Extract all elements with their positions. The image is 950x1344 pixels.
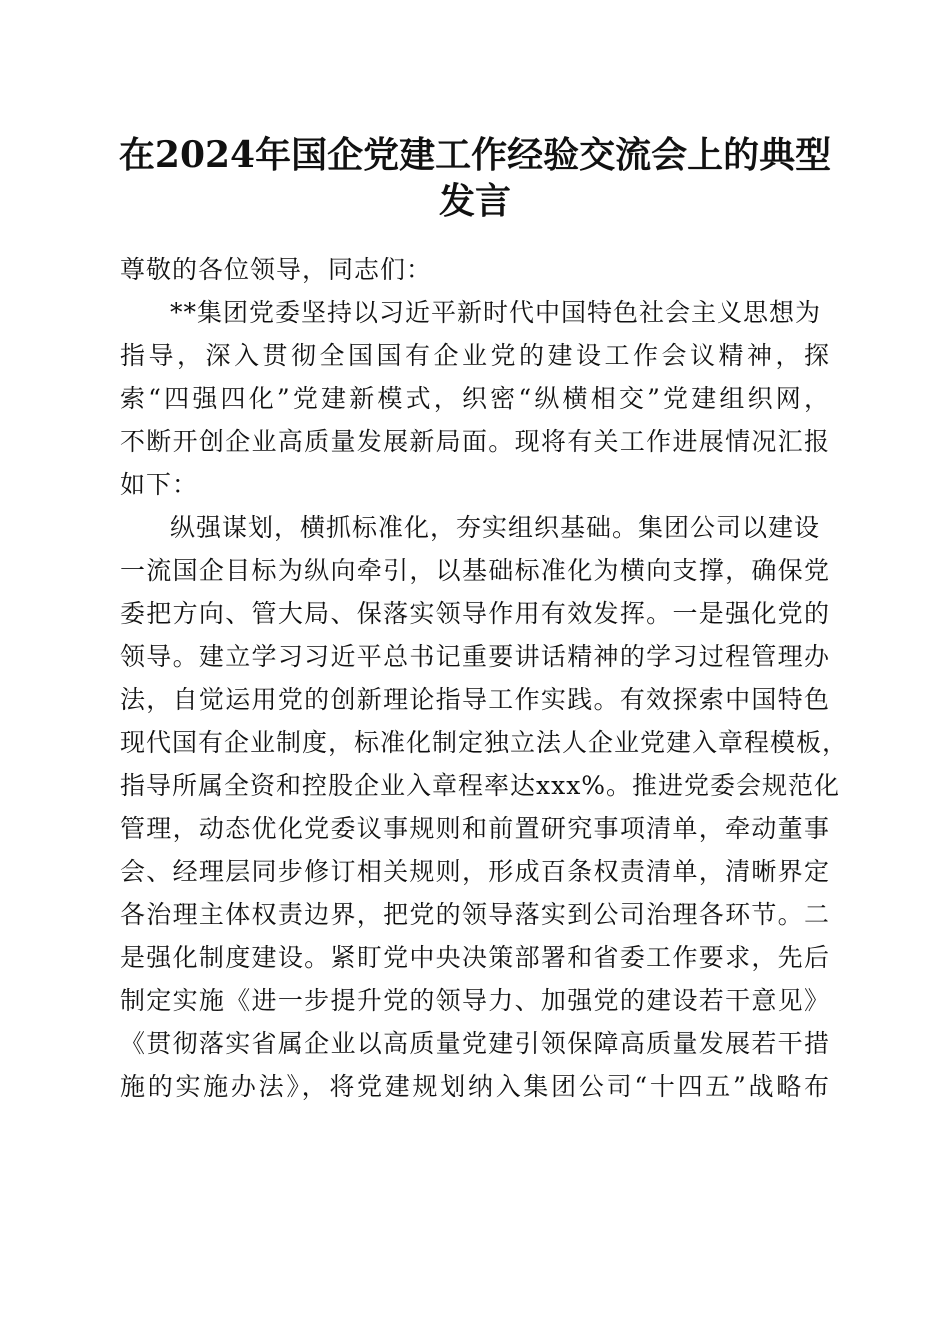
paragraph-line: 委把方向、管大局、保落实领导作用有效发挥。一是强化党的 (120, 599, 830, 628)
paragraph-line: 指导所属全资和控股企业入章程率达xxx%。推进党委会规范化 (120, 771, 841, 800)
paragraph-section-1 (120, 506, 849, 1108)
paragraph-line: 现代国有企业制度，标准化制定独立法人企业党建入章程模板， (120, 728, 849, 757)
title-line-2: 发言 (438, 180, 511, 222)
paragraph-line: 管理，动态优化党委议事规则和前置研究事项清单，牵动董事 (120, 814, 830, 843)
paragraph-line: **集团党委坚持以习近平新时代中国特色社会主义思想为 (170, 298, 822, 327)
paragraph-intro (120, 291, 830, 506)
paragraph-line: 施的实施办法》，将党建规划纳入集团公司“十四五”战略布 (120, 1072, 830, 1101)
paragraph-line: 索“四强四化”党建新模式，织密“纵横相交”党建组织网， (120, 384, 830, 413)
title-line-1: 在2024年国企党建工作经验交流会上的典型 (118, 134, 832, 176)
document-body (120, 248, 849, 1108)
paragraph-line: 指导，深入贯彻全国国有企业党的建设工作会议精神，探 (120, 341, 830, 370)
paragraph-line: 不断开创企业高质量发展新局面。现将有关工作进展情况汇报 (120, 427, 830, 456)
document-title (110, 132, 840, 224)
paragraph-line: 各治理主体权责边界，把党的领导落实到公司治理各环节。二 (120, 900, 830, 929)
paragraph-line: 法，自觉运用党的创新理论指导工作实践。有效探索中国特色 (120, 685, 830, 714)
paragraph-line: 《贯彻落实省属企业以高质量党建引领保障高质量发展若干措 (120, 1029, 830, 1058)
paragraph-line: 纵强谋划，横抓标准化，夯实组织基础。集团公司以建设 (170, 513, 821, 542)
paragraph-line: 一流国企目标为纵向牵引，以基础标准化为横向支撑，确保党 (120, 556, 830, 585)
paragraph-line: 制定实施《进一步提升党的领导力、加强党的建设若干意见》 (120, 986, 830, 1015)
paragraph-line: 是强化制度建设。紧盯党中央决策部署和省委工作要求，先后 (120, 943, 830, 972)
salutation: 尊敬的各位领导，同志们： (120, 255, 433, 284)
paragraph-line: 领导。建立学习习近平总书记重要讲话精神的学习过程管理办 (120, 642, 830, 671)
paragraph-line: 如下： (120, 470, 199, 499)
paragraph-line: 会、经理层同步修订相关规则，形成百条权责清单，清晰界定 (120, 857, 830, 886)
